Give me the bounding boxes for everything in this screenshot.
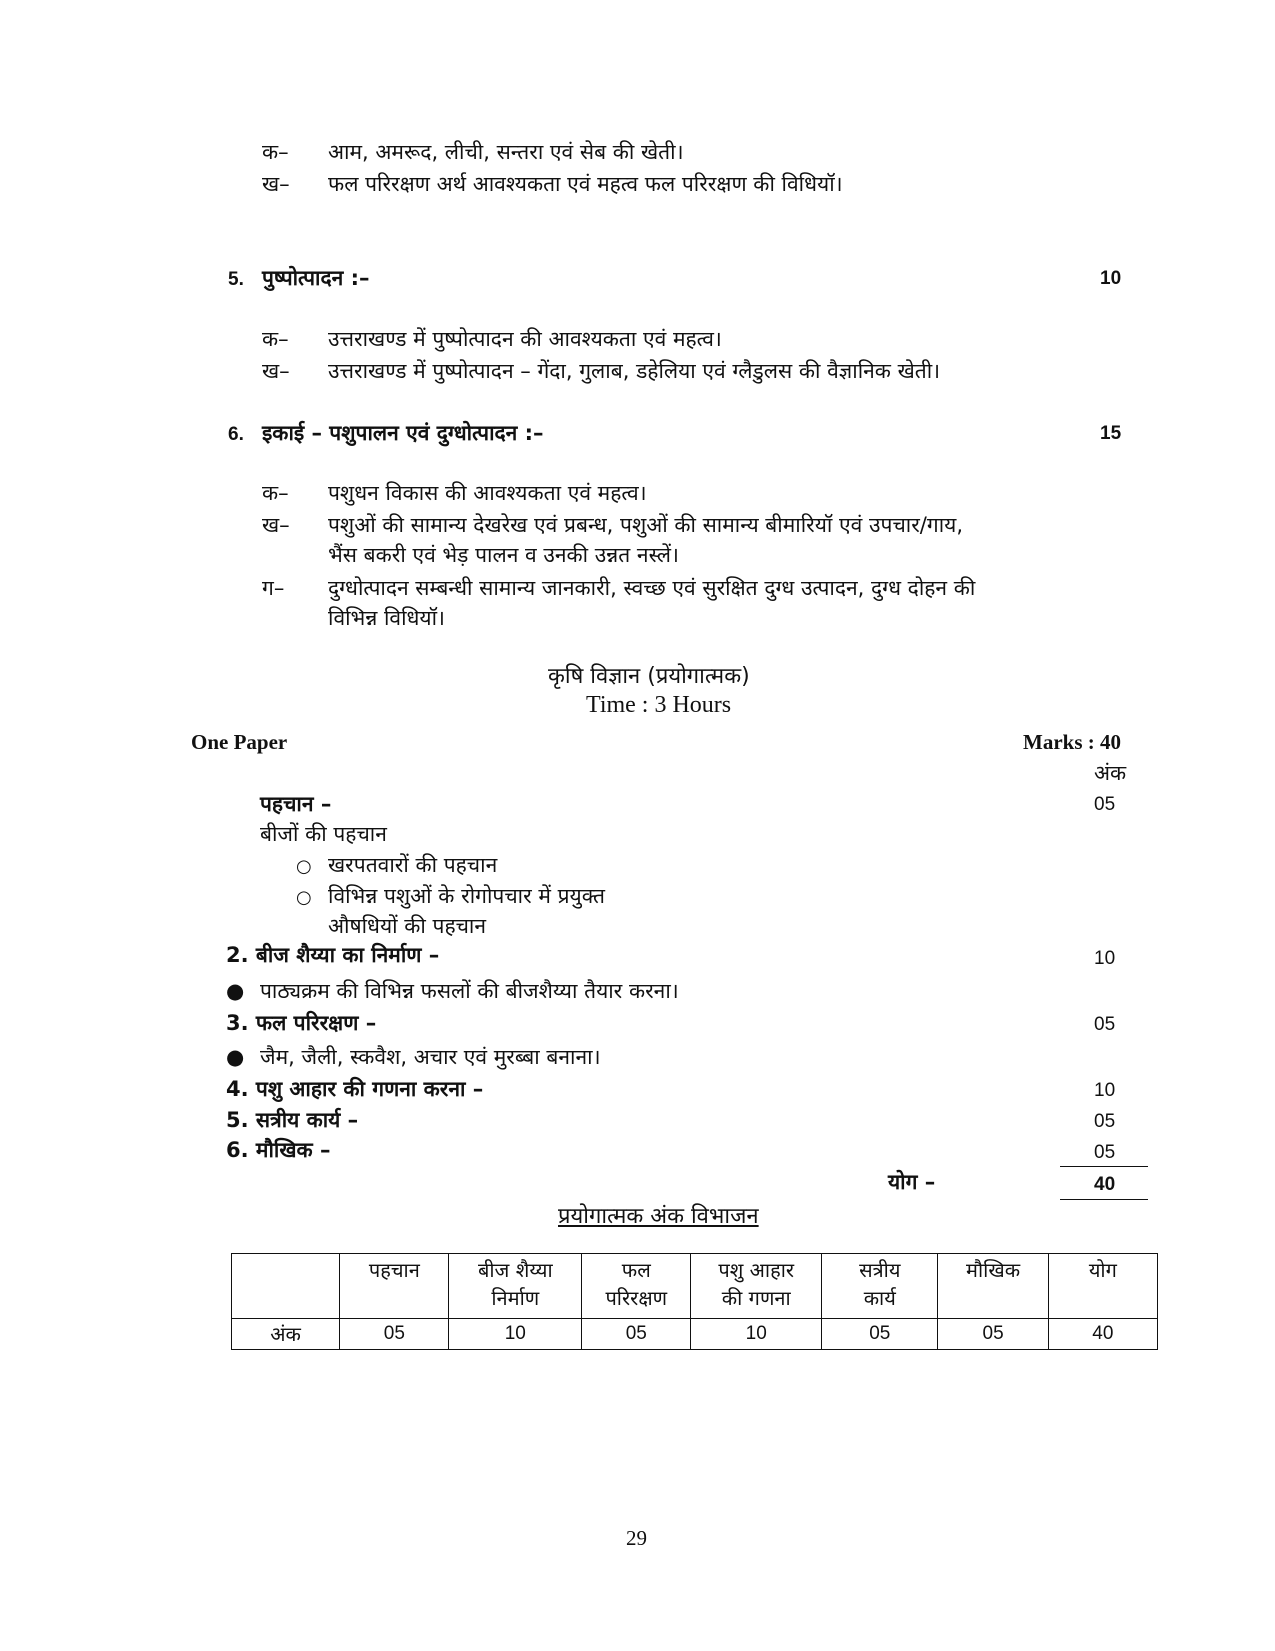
table-cell: 05 [822, 1319, 938, 1350]
practical-item1-bullet2-line2: औषधियों की पहचान [328, 914, 487, 938]
ank-header: अंक [1094, 761, 1127, 785]
practical-item3-bullet: ● जैम, जैली, स्कवैश, अचार एवं मुरब्बा बनाना। [226, 1045, 601, 1069]
intro-item-ka: क– आम, अमरूद, लीची, सन्तरा एवं सेब की खेती। [262, 140, 684, 164]
table-cell: 05 [582, 1319, 691, 1350]
header-line: बीज शैय्या [477, 1258, 553, 1282]
practical-item4-title: 4. पशु आहार की गणना करना – [226, 1077, 484, 1101]
practical-item6-marks: 05 [1094, 1142, 1116, 1163]
section6-item-ga-line2: विभिन्न विधियॉ। [328, 606, 446, 630]
total-top-rule [1060, 1166, 1148, 1167]
table-cell: 40 [1048, 1319, 1157, 1350]
practical-item1-bullet1: ○ खरपतवारों की पहचान [296, 853, 498, 877]
table-cell: 10 [449, 1319, 582, 1350]
table-header-cell [582, 1254, 691, 1319]
table-header-row [232, 1254, 1158, 1319]
section6-heading: 6. इकाई – पशुपालन एवं दुग्धोत्पादन :– [228, 421, 544, 445]
header-line: पशु आहार [718, 1258, 795, 1282]
table-header-cell: मौखिक [938, 1254, 1048, 1319]
bullet-dot-icon: ● [226, 1045, 245, 1069]
practical-time: Time : 3 Hours [586, 692, 732, 718]
table-cell: 10 [691, 1319, 822, 1350]
header-line: परिरक्षण [605, 1286, 668, 1310]
section5-heading: 5. पुष्पोत्पादन :– [228, 266, 370, 290]
practical-item1-title: पहचान – [260, 792, 332, 816]
practical-item2-bullet: ● पाठ्यक्रम की विभिन्न फसलों की बीजशैय्या तैयार करना। [226, 979, 679, 1003]
table-row-label: अंक [232, 1319, 340, 1350]
total-marks: 40 [1094, 1174, 1116, 1195]
header-line: सत्रीय [859, 1258, 901, 1282]
bullet-dot-icon: ● [226, 979, 245, 1003]
marks-total: Marks : 40 [1023, 730, 1121, 754]
table-cell: 05 [340, 1319, 449, 1350]
practical-item1-marks: 05 [1094, 794, 1116, 815]
intro-item-kha: ख– फल परिरक्षण अर्थ आवश्यकता एवं महत्व फल परिरक्षण की विधियॉ। [262, 172, 843, 196]
table-header-cell [449, 1254, 582, 1319]
header-line: की गणना [721, 1286, 791, 1310]
practical-item1-bullet2: ○ विभिन्न पशुओं के रोगोपचार में प्रयुक्त [296, 884, 605, 908]
practical-item4-marks: 10 [1094, 1080, 1116, 1101]
practical-item3-title: 3. फल परिरक्षण – [226, 1011, 377, 1035]
table-row [232, 1319, 1158, 1350]
circle-bullet-icon: ○ [296, 856, 312, 877]
one-paper-label: One Paper [191, 730, 288, 754]
marks-distribution-table [231, 1253, 1158, 1350]
practical-item1-sub: बीजों की पहचान [260, 822, 387, 846]
practical-item5-marks: 05 [1094, 1111, 1116, 1132]
practical-title: कृषि विज्ञान (प्रयोगात्मक) [548, 664, 750, 689]
section6-item-kha-line2: भैंस बकरी एवं भेड़ पालन व उनकी उन्नत नस्लें। [328, 543, 679, 567]
header-line: कार्य [863, 1286, 896, 1310]
section6-item-ga: ग– दुग्धोत्पादन सम्बन्धी सामान्य जानकारी, स्वच्छ एवं सुरक्षित दुग्ध उत्पादन, दुग्ध दोहन की [262, 576, 976, 600]
table-header-cell [691, 1254, 822, 1319]
header-line: फल [621, 1258, 651, 1282]
section5-marks: 10 [1100, 268, 1122, 289]
section6-item-kha: ख– पशुओं की सामान्य देखरेख एवं प्रबन्ध, पशुओं की सामान्य बीमारियॉ एवं उपचार/गाय, [262, 513, 964, 537]
header-line: निर्माण [491, 1286, 540, 1310]
table-cell: 05 [938, 1319, 1048, 1350]
practical-item3-marks: 05 [1094, 1014, 1116, 1035]
practical-item2-marks: 10 [1094, 948, 1116, 969]
table-header-cell [822, 1254, 938, 1319]
total-label: योग – [888, 1170, 936, 1194]
section5-item-kha: ख– उत्तराखण्ड में पुष्पोत्पादन – गेंदा, गुलाब, डहेलिया एवं ग्लैडुलस की वैज्ञानिक खेती। [262, 359, 941, 383]
total-bottom-rule [1060, 1199, 1148, 1200]
page-number: 29 [626, 1526, 647, 1550]
section6-item-ka: क– पशुधन विकास की आवश्यकता एवं महत्व। [262, 481, 647, 505]
table-header-cell: योग [1048, 1254, 1157, 1319]
table-header-cell: पहचान [340, 1254, 449, 1319]
practical-item5-title: 5. सत्रीय कार्य – [226, 1108, 359, 1132]
section6-marks: 15 [1100, 423, 1122, 444]
marks-table-title: प्रयोगात्मक अंक विभाजन [558, 1204, 759, 1229]
section5-item-ka: क– उत्तराखण्ड में पुष्पोत्पादन की आवश्यकता एवं महत्व। [262, 327, 722, 351]
circle-bullet-icon: ○ [296, 887, 312, 908]
table-header-empty [232, 1254, 340, 1319]
practical-item2-title: 2. बीज शैय्या का निर्माण – [226, 943, 440, 967]
practical-item6-title: 6. मौखिक – [226, 1138, 331, 1162]
